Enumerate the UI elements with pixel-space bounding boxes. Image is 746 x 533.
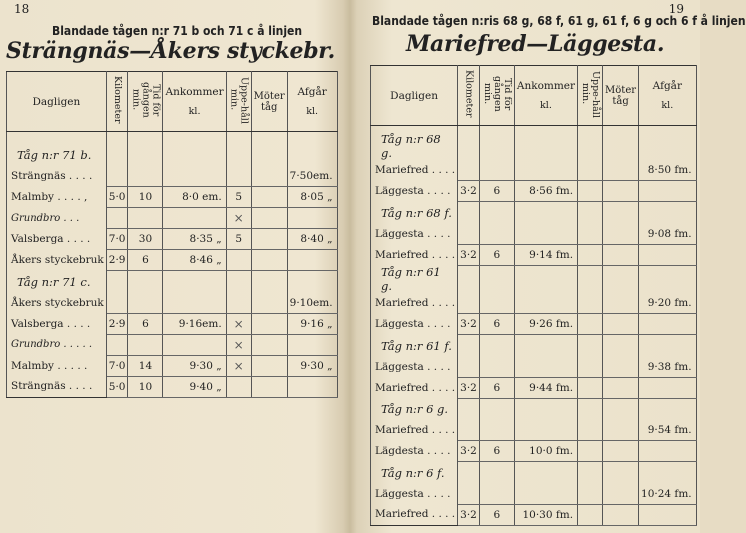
stop-duration [226, 166, 251, 187]
train-heading-row [7, 144, 338, 166]
empty-cell [578, 202, 603, 224]
station-row [371, 160, 697, 181]
travel-time-value: 6 [479, 244, 514, 265]
col-uppehall: Uppe-håll min. [578, 66, 603, 126]
meets-train [603, 504, 639, 525]
empty-cell [226, 271, 251, 293]
empty-cell [128, 271, 163, 293]
station-row [7, 166, 338, 187]
station-row [371, 377, 697, 398]
arrival-time [514, 357, 577, 378]
departure-time: 9·54 fm. [639, 420, 697, 441]
station-name: Åkers styckebruk [7, 250, 107, 271]
arrival-time: 8·56 fm. [514, 181, 577, 202]
train-name: Tåg n:r 68 f. [371, 202, 458, 224]
departure-time: 9·38 fm. [639, 357, 697, 378]
arrival-time [163, 293, 226, 314]
arrival-time: 9·40 „ [163, 376, 226, 397]
arrival-time: 9·30 „ [163, 355, 226, 376]
empty-cell [458, 462, 480, 484]
stop-duration [578, 314, 603, 335]
meets-train [603, 441, 639, 462]
col-moter: Möter tåg [603, 66, 639, 126]
travel-time-value [479, 293, 514, 314]
meets-train [603, 244, 639, 265]
kilometer-value: 5·0 [106, 187, 128, 208]
station-name: Mariefred . . . . [371, 293, 458, 314]
empty-cell [106, 132, 128, 145]
departure-time: 9·30 „ [287, 355, 337, 376]
empty-cell [458, 335, 480, 357]
empty-cell [639, 202, 697, 224]
empty-cell [479, 462, 514, 484]
stop-duration [578, 504, 603, 525]
departure-time: 7·50em. [287, 166, 337, 187]
empty-cell [578, 132, 603, 160]
col-ankommer: Ankommer kl. [163, 72, 226, 132]
stop-duration: 5 [226, 229, 251, 250]
station-name: Malmby . . . . . [7, 355, 107, 376]
stop-duration [578, 293, 603, 314]
kilometer-value: 2·9 [106, 313, 128, 334]
page-header: Blandade tågen n:ris 68 g, 68 f, 61 g, 61 f, 6 g och 6 f å linjen [372, 14, 746, 28]
stop-duration [578, 441, 603, 462]
kilometer-value [106, 166, 128, 187]
stop-duration: × [226, 208, 251, 229]
col-dagligen: Dagligen [371, 66, 458, 126]
station-name: Läggesta . . . . [371, 357, 458, 378]
empty-cell [578, 398, 603, 420]
stop-duration [578, 357, 603, 378]
stop-duration: × [226, 313, 251, 334]
kilometer-value [458, 293, 480, 314]
departure-time: 8·50 fm. [639, 160, 697, 181]
kilometer-value [106, 293, 128, 314]
arrival-time: 8·35 „ [163, 229, 226, 250]
empty-cell [163, 132, 226, 145]
station-row [7, 313, 338, 334]
empty-cell [287, 132, 337, 145]
empty-cell [603, 335, 639, 357]
arrival-time: 9·44 fm. [514, 377, 577, 398]
station-name: Grundbro . . . . . [7, 334, 107, 355]
travel-time-value [479, 160, 514, 181]
meets-train [251, 229, 287, 250]
empty-cell [514, 265, 577, 293]
train-name: Tåg n:r 68 g. [371, 132, 458, 160]
empty-cell [578, 462, 603, 484]
meets-train [603, 160, 639, 181]
meets-train [603, 293, 639, 314]
empty-cell [479, 335, 514, 357]
empty-cell [479, 265, 514, 293]
meets-train [603, 420, 639, 441]
stop-duration [578, 420, 603, 441]
empty-cell [251, 144, 287, 166]
spacer-row [7, 132, 338, 145]
travel-time-value [479, 357, 514, 378]
train-name: Tåg n:r 71 c. [7, 271, 107, 293]
empty-cell [287, 144, 337, 166]
travel-time-value: 6 [128, 250, 163, 271]
train-heading-row [371, 265, 697, 293]
station-name: Åkers styckebruk [7, 293, 107, 314]
stop-duration [578, 181, 603, 202]
empty-cell [603, 202, 639, 224]
stop-duration [578, 484, 603, 505]
travel-time-value: 10 [128, 187, 163, 208]
empty-cell [639, 398, 697, 420]
station-row [7, 334, 338, 355]
station-name: Strängnäs . . . . [7, 376, 107, 397]
empty-cell [458, 265, 480, 293]
travel-time-value [128, 166, 163, 187]
meets-train [251, 250, 287, 271]
departure-time [287, 334, 337, 355]
arrival-time [514, 484, 577, 505]
station-name: Mariefred . . . . [371, 420, 458, 441]
col-kilometer: Kilometer [106, 72, 128, 132]
empty-cell [639, 335, 697, 357]
departure-time: 8·05 „ [287, 187, 337, 208]
station-row [7, 187, 338, 208]
empty-cell [639, 462, 697, 484]
empty-cell [106, 271, 128, 293]
station-name: Mariefred . . . . [371, 160, 458, 181]
station-row [7, 208, 338, 229]
col-kilometer: Kilometer [458, 66, 480, 126]
meets-train [251, 313, 287, 334]
arrival-time: 8·0 em. [163, 187, 226, 208]
travel-time-value: 6 [479, 314, 514, 335]
kilometer-value: 5·0 [106, 376, 128, 397]
page-title: Strängnäs—Åkers styckebr. [6, 38, 335, 64]
station-name: Valsberga . . . . [7, 313, 107, 334]
empty-cell [251, 132, 287, 145]
col-ankommer: Ankommer kl. [514, 66, 577, 126]
arrival-time [163, 166, 226, 187]
page-header: Blandade tågen n:r 71 b och 71 c å linjen [52, 24, 303, 38]
station-row [371, 314, 697, 335]
timetable-header [371, 66, 697, 126]
kilometer-value: 3·2 [458, 181, 480, 202]
kilometer-value: 2·9 [106, 250, 128, 271]
travel-time-value [128, 293, 163, 314]
arrival-time: 9·16em. [163, 313, 226, 334]
empty-cell [578, 265, 603, 293]
train-name: Tåg n:r 61 g. [371, 265, 458, 293]
meets-train [251, 187, 287, 208]
station-row [7, 355, 338, 376]
kilometer-value [458, 160, 480, 181]
arrival-time [514, 160, 577, 181]
col-afgar: Afgår kl. [287, 72, 337, 132]
empty-cell [479, 132, 514, 160]
meets-train [603, 357, 639, 378]
kilometer-value: 3·2 [458, 441, 480, 462]
station-row [7, 250, 338, 271]
station-name: Mariefred . . . . [371, 504, 458, 525]
station-name: Mariefred . . . . [371, 244, 458, 265]
left-page [0, 0, 345, 533]
train-heading-row [371, 398, 697, 420]
kilometer-value: 3·2 [458, 314, 480, 335]
meets-train [603, 377, 639, 398]
station-row [371, 441, 697, 462]
empty-cell [226, 132, 251, 145]
station-name: Läggesta . . . . [371, 484, 458, 505]
col-dagligen: Dagligen [7, 72, 107, 132]
timetable [370, 65, 697, 526]
empty-cell [603, 265, 639, 293]
station-name: Läggesta . . . . [371, 181, 458, 202]
departure-time [639, 377, 697, 398]
empty-cell [603, 398, 639, 420]
timetable [6, 71, 338, 398]
right-page [354, 0, 746, 533]
departure-time [639, 314, 697, 335]
travel-time-value: 10 [128, 376, 163, 397]
travel-time-value: 14 [128, 355, 163, 376]
departure-time [639, 441, 697, 462]
empty-cell [128, 144, 163, 166]
empty-cell [458, 398, 480, 420]
empty-cell [639, 265, 697, 293]
stop-duration [578, 224, 603, 245]
departure-time [639, 244, 697, 265]
departure-time: 9·20 fm. [639, 293, 697, 314]
departure-time [639, 504, 697, 525]
meets-train [251, 166, 287, 187]
station-name: Mariefred . . . . [371, 377, 458, 398]
kilometer-value [458, 484, 480, 505]
col-afgar: Afgår kl. [639, 66, 697, 126]
kilometer-value: 7·0 [106, 229, 128, 250]
empty-cell [251, 271, 287, 293]
empty-cell [514, 202, 577, 224]
empty-cell [479, 202, 514, 224]
empty-cell [226, 144, 251, 166]
kilometer-value [458, 357, 480, 378]
page-number: 19 [668, 2, 684, 16]
empty-cell [514, 335, 577, 357]
arrival-time: 8·46 „ [163, 250, 226, 271]
station-row [371, 244, 697, 265]
empty-cell [603, 132, 639, 160]
station-name: Lägdesta . . . . [371, 441, 458, 462]
meets-train [251, 355, 287, 376]
arrival-time: 9·26 fm. [514, 314, 577, 335]
station-name: Valsberga . . . . [7, 229, 107, 250]
empty-cell [514, 132, 577, 160]
departure-time: 9·16 „ [287, 313, 337, 334]
empty-cell [514, 462, 577, 484]
arrival-time [163, 208, 226, 229]
col-moter: Möter tåg [251, 72, 287, 132]
travel-time-value: 6 [479, 377, 514, 398]
meets-train [251, 376, 287, 397]
meets-train [251, 334, 287, 355]
col-uppehall: Uppe-håll min. [226, 72, 251, 132]
station-row [371, 224, 697, 245]
meets-train [603, 314, 639, 335]
kilometer-value [106, 208, 128, 229]
train-name: Tåg n:r 6 g. [371, 398, 458, 420]
stop-duration [578, 160, 603, 181]
station-row [371, 420, 697, 441]
departure-time [287, 250, 337, 271]
meets-train [251, 208, 287, 229]
kilometer-value: 7·0 [106, 355, 128, 376]
kilometer-value [106, 334, 128, 355]
col-tid: Tid för gången min. [479, 66, 514, 126]
stop-duration [578, 377, 603, 398]
travel-time-value: 30 [128, 229, 163, 250]
empty-cell [458, 202, 480, 224]
departure-time: 8·40 „ [287, 229, 337, 250]
travel-time-value [128, 208, 163, 229]
departure-time: 9·10em. [287, 293, 337, 314]
departure-time [287, 376, 337, 397]
meets-train [603, 484, 639, 505]
station-row [7, 293, 338, 314]
station-row [7, 376, 338, 397]
travel-time-value: 6 [128, 313, 163, 334]
empty-cell [603, 462, 639, 484]
travel-time-value [479, 224, 514, 245]
train-heading-row [371, 335, 697, 357]
stop-duration [578, 244, 603, 265]
stop-duration [226, 250, 251, 271]
stop-duration [226, 376, 251, 397]
travel-time-value [479, 484, 514, 505]
empty-cell [163, 144, 226, 166]
station-row [371, 293, 697, 314]
stop-duration: × [226, 334, 251, 355]
travel-time-value: 6 [479, 504, 514, 525]
train-heading-row [371, 462, 697, 484]
empty-cell [458, 132, 480, 160]
empty-cell [163, 271, 226, 293]
kilometer-value [458, 224, 480, 245]
train-name: Tåg n:r 6 f. [371, 462, 458, 484]
meets-train [603, 181, 639, 202]
meets-train [603, 224, 639, 245]
kilometer-value [458, 420, 480, 441]
station-row [7, 229, 338, 250]
empty-cell [128, 132, 163, 145]
train-heading-row [371, 202, 697, 224]
kilometer-value: 3·2 [458, 504, 480, 525]
station-name: Läggesta . . . . [371, 224, 458, 245]
kilometer-value: 3·2 [458, 377, 480, 398]
station-row [371, 357, 697, 378]
page-title: Mariefred—Läggesta. [406, 31, 665, 57]
arrival-time [514, 293, 577, 314]
empty-cell [7, 132, 107, 145]
arrival-time [163, 334, 226, 355]
train-name: Tåg n:r 71 b. [7, 144, 107, 166]
train-name: Tåg n:r 61 f. [371, 335, 458, 357]
travel-time-value: 6 [479, 181, 514, 202]
meets-train [251, 293, 287, 314]
empty-cell [287, 271, 337, 293]
page-number: 18 [14, 2, 30, 16]
arrival-time: 9·14 fm. [514, 244, 577, 265]
arrival-time: 10·30 fm. [514, 504, 577, 525]
train-heading-row [371, 132, 697, 160]
stop-duration: 5 [226, 187, 251, 208]
arrival-time [514, 420, 577, 441]
station-name: Grundbro . . . [7, 208, 107, 229]
arrival-time [514, 224, 577, 245]
empty-cell [106, 144, 128, 166]
departure-time: 9·08 fm. [639, 224, 697, 245]
travel-time-value: 6 [479, 441, 514, 462]
departure-time [639, 181, 697, 202]
empty-cell [479, 398, 514, 420]
kilometer-value: 3·2 [458, 244, 480, 265]
stop-duration: × [226, 355, 251, 376]
departure-time [287, 208, 337, 229]
station-name: Läggesta . . . . [371, 314, 458, 335]
departure-time: 10·24 fm. [639, 484, 697, 505]
col-tid: Tid för gången min. [128, 72, 163, 132]
empty-cell [639, 132, 697, 160]
station-row [371, 504, 697, 525]
stop-duration [226, 293, 251, 314]
travel-time-value [128, 334, 163, 355]
station-name: Malmby . . . . , [7, 187, 107, 208]
empty-cell [514, 398, 577, 420]
station-row [371, 484, 697, 505]
station-name: Strängnäs . . . . [7, 166, 107, 187]
timetable-header [7, 72, 338, 132]
station-row [371, 181, 697, 202]
arrival-time: 10·0 fm. [514, 441, 577, 462]
empty-cell [578, 335, 603, 357]
train-heading-row [7, 271, 338, 293]
travel-time-value [479, 420, 514, 441]
